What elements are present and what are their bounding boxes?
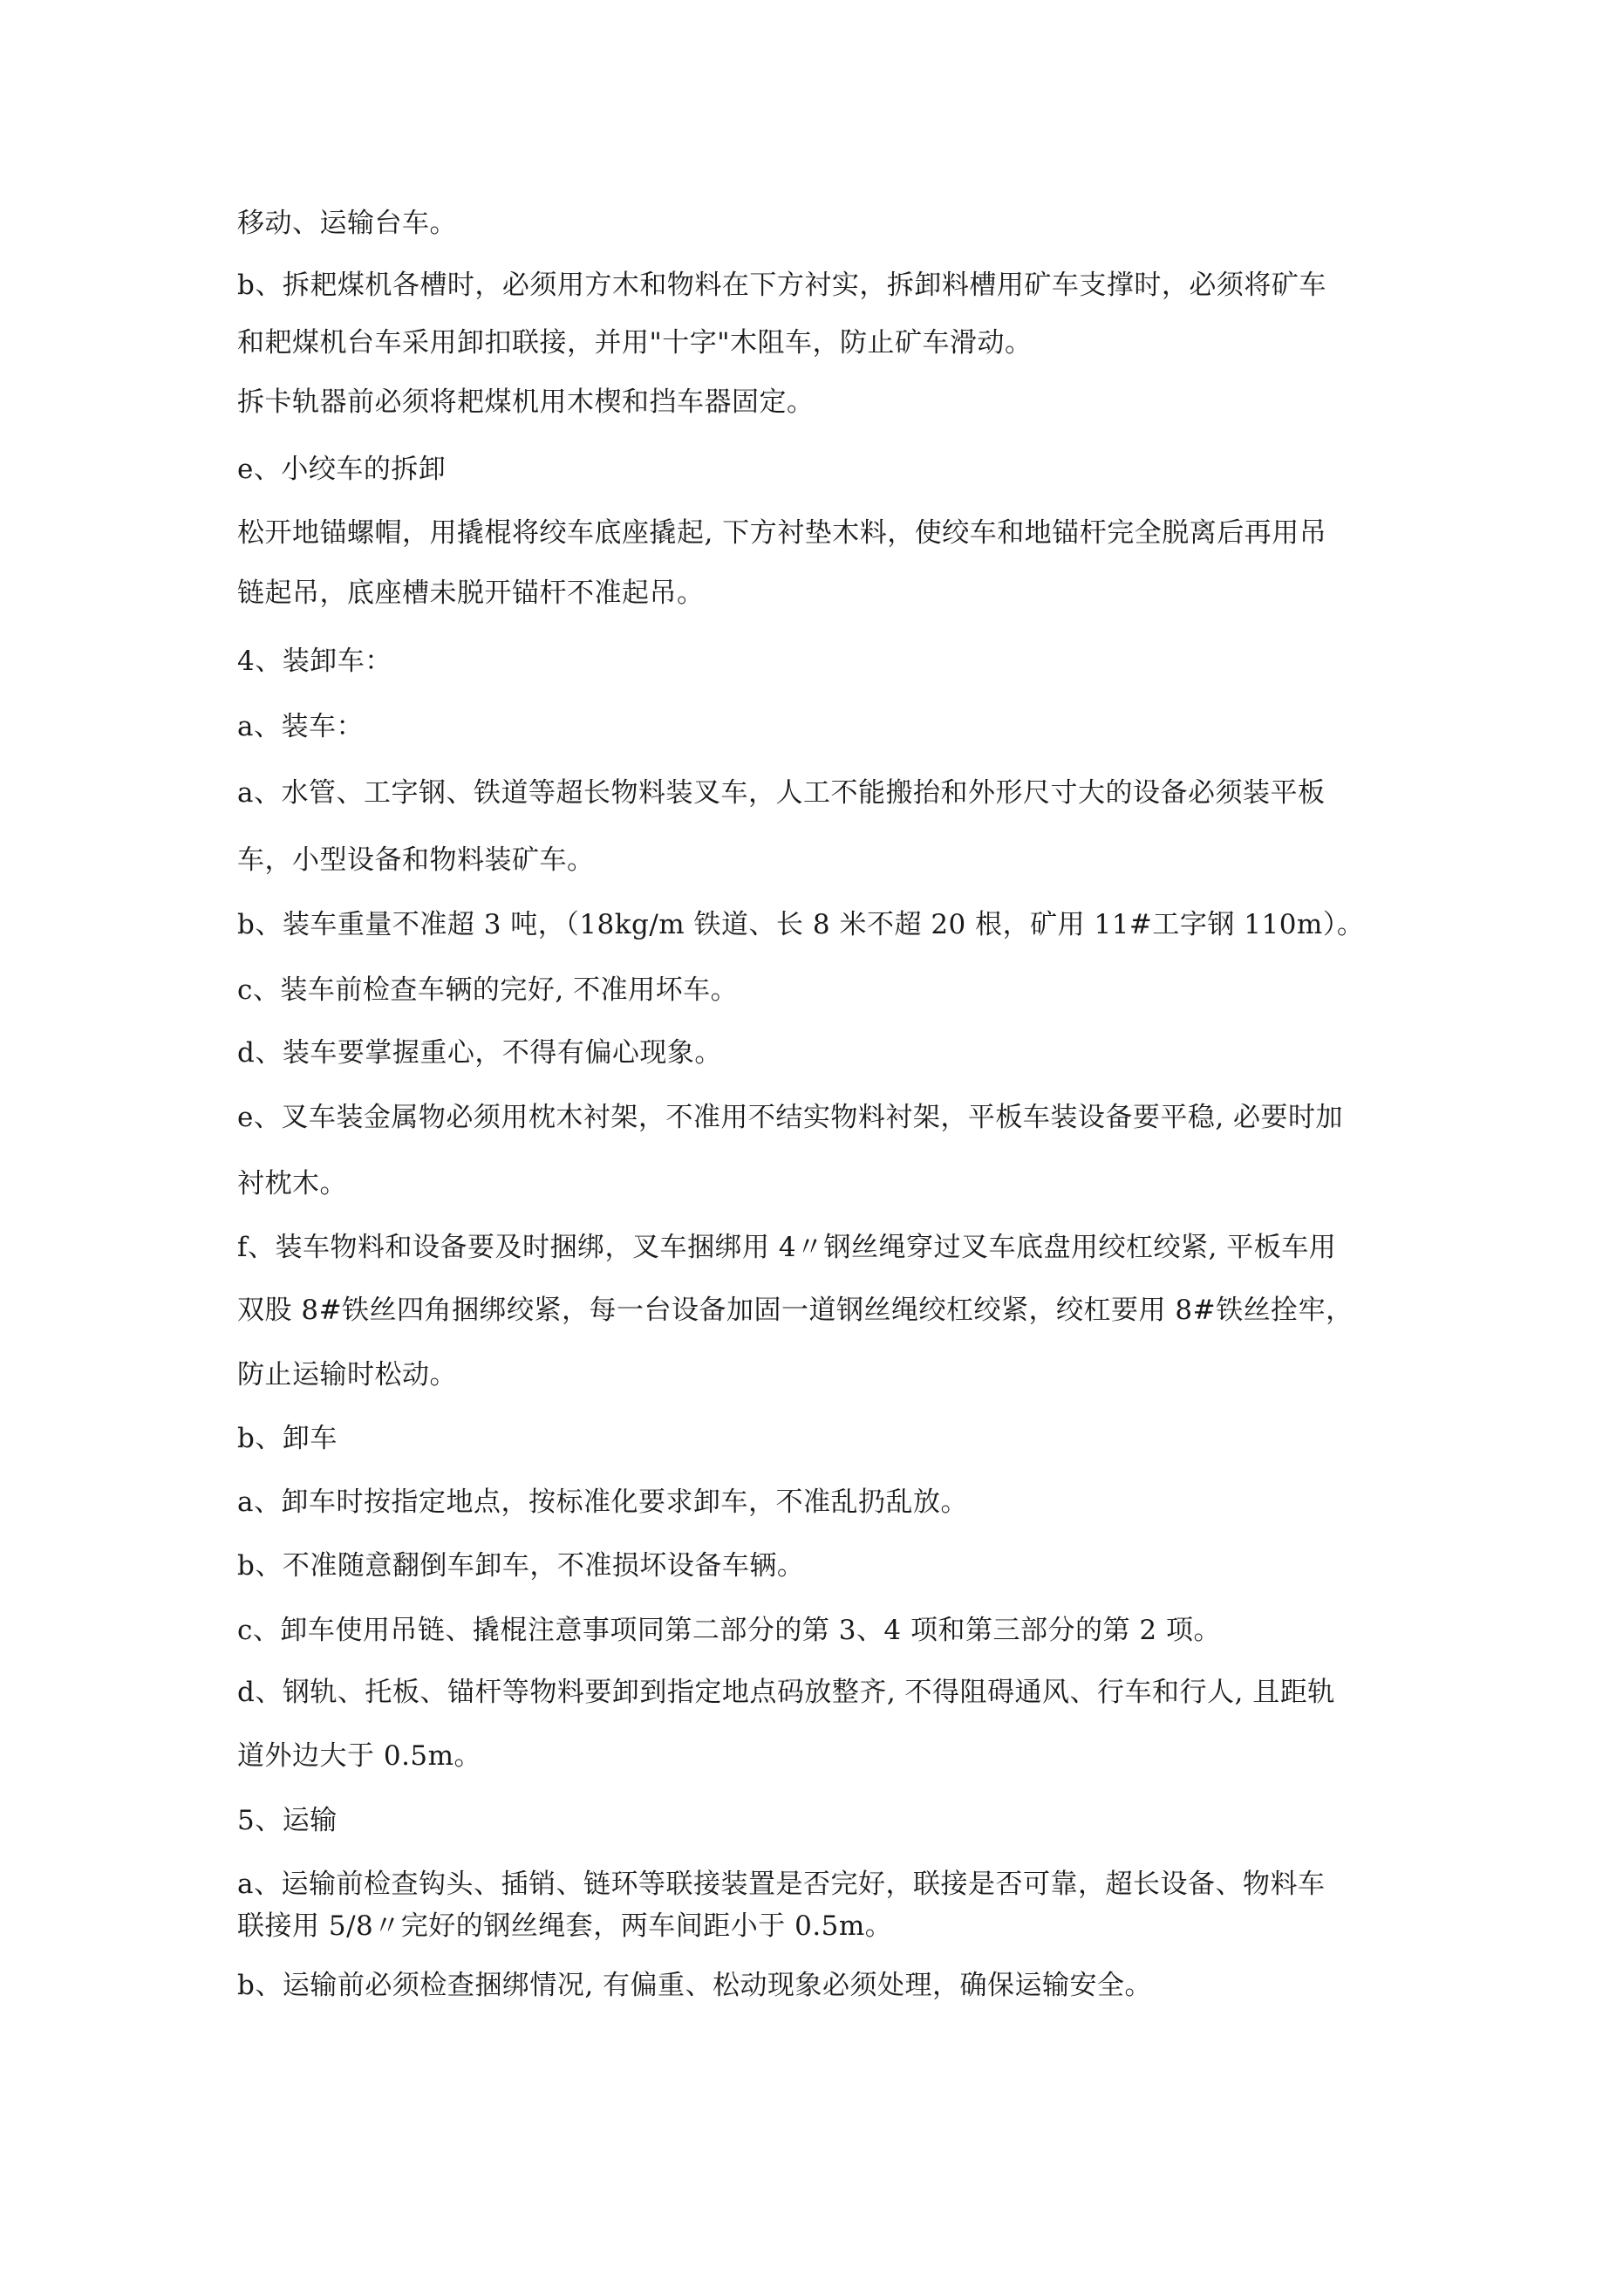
text-line: b、装车重量不准超 3 吨，（18kg/m 铁道、长 8 米不超 20 根，矿用 11#工字钢 110m）。 [237,909,1365,940]
text-line: a、卸车时按指定地点，按标准化要求卸车，不准乱扔乱放。 [237,1486,968,1518]
text-line: 道外边大于 0.5m。 [237,1740,482,1772]
text-line: 防止运输时松动。 [237,1359,457,1391]
text-line: a、运输前检查钩头、插销、链环等联接装置是否完好，联接是否可靠，超长设备、物料车 [237,1869,1326,1900]
text-line: 4、装卸车： [237,646,392,677]
text-line: d、钢轨、托板、锚杆等物料要卸到指定地点码放整齐, 不得阻碍通风、行车和行人, 且距轨 [237,1677,1335,1708]
text-line: 和耙煤机台车采用卸扣联接，并用"十字"木阻车，防止矿车滑动。 [237,327,1033,359]
text-line: 衬枕木。 [237,1168,347,1199]
text-line: e、小绞车的拆卸 [237,454,447,485]
text-line: b、拆耙煤机各槽时，必须用方木和物料在下方衬实，拆卸料槽用矿车支撑时，必须将矿车 [237,270,1326,301]
text-line: b、卸车 [237,1423,338,1454]
text-line: f、装车物料和设备要及时捆绑，叉车捆绑用 4〃钢丝绳穿过叉车底盘用绞杠绞紧, 平板车用 [237,1232,1337,1263]
text-line: d、装车要掌握重心，不得有偏心现象。 [237,1037,722,1069]
text-line: a、水管、工字钢、铁道等超长物料装叉车，人工不能搬抬和外形尺寸大的设备必须装平板 [237,777,1326,809]
text-line: a、装车： [237,711,364,742]
text-line: 5、运输 [237,1805,338,1836]
text-line: 链起吊，底座槽未脱开锚杆不准起吊。 [237,577,705,609]
text-line: 车，小型设备和物料装矿车。 [237,844,595,876]
text-line: 拆卡轨器前必须将耙煤机用木楔和挡车器固定。 [237,386,815,418]
text-line: b、不准随意翻倒车卸车，不准损坏设备车辆。 [237,1550,805,1582]
text-line: b、运输前必须检查捆绑情况, 有偏重、松动现象必须处理，确保运输安全。 [237,1970,1153,2001]
text-line: 移动、运输台车。 [237,208,457,239]
text-line: 松开地锚螺帽，用撬棍将绞车底座撬起, 下方衬垫木料，使绞车和地锚杆完全脱离后再用吊 [237,517,1327,549]
text-line: 双股 8#铁丝四角捆绑绞紧，每一台设备加固一道钢丝绳绞杠绞紧，绞杠要用 8#铁丝拴牢， [237,1295,1354,1326]
text-line: e、叉车装金属物必须用枕木衬架，不准用不结实物料衬架，平板车装设备要平稳, 必要时加 [237,1102,1344,1133]
text-line: 联接用 5/8〃完好的钢丝绳套，两车间距小于 0.5m。 [237,1910,893,1942]
text-line: c、卸车使用吊链、撬棍注意事项同第二部分的第 3、4 项和第三部分的第 2 项。 [237,1615,1221,1646]
text-line: c、装车前检查车辆的完好, 不准用坏车。 [237,974,739,1006]
